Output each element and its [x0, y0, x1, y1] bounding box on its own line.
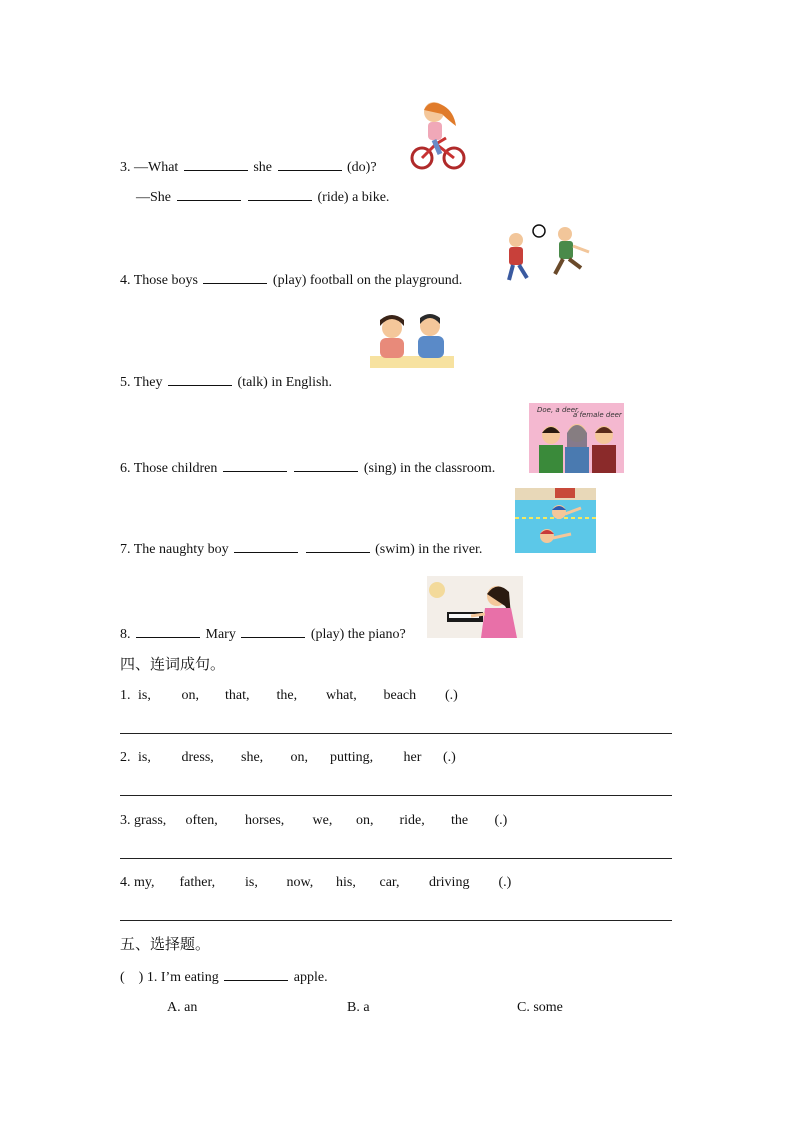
song-caption-line-2: a female deer — [573, 411, 622, 419]
answer-blank[interactable] — [223, 459, 287, 472]
answer-blank[interactable] — [294, 459, 358, 472]
children-talking-illustration — [370, 312, 454, 368]
children-swimming-illustration — [515, 488, 596, 553]
answer-blank[interactable] — [248, 188, 312, 201]
answer-blank[interactable] — [136, 625, 200, 638]
girl-riding-bike-illustration — [410, 98, 466, 172]
answer-line[interactable] — [120, 920, 672, 921]
option-b[interactable]: B. a — [347, 1000, 370, 1015]
answer-line[interactable] — [120, 795, 672, 796]
children-singing-illustration — [529, 403, 624, 473]
answer-blank[interactable] — [234, 540, 298, 553]
boys-playing-football-illustration — [503, 222, 599, 284]
answer-blank[interactable] — [306, 540, 370, 553]
reorder-item-2: 2. is, dress, she, on, putting, her (.) — [120, 750, 456, 765]
option-c[interactable]: C. some — [517, 1000, 563, 1015]
answer-blank[interactable] — [184, 158, 248, 171]
reorder-item-3: 3. grass, often, horses, we, on, ride, the (.) — [120, 813, 508, 828]
question-4: 4. Those boys (play) football on the playground. — [120, 273, 463, 288]
answer-blank[interactable] — [168, 373, 232, 386]
answer-blank[interactable] — [203, 271, 267, 284]
answer-blank[interactable] — [241, 625, 305, 638]
question-6: 6. Those children (sing) in the classroom. — [120, 461, 496, 476]
girl-playing-piano-illustration — [427, 576, 523, 638]
answer-blank[interactable] — [177, 188, 241, 201]
reorder-item-1: 1. is, on, that, the, what, beach (.) — [120, 688, 458, 703]
question-3-line-1: 3. —What she (do)? — [120, 160, 377, 175]
question-7: 7. The naughty boy (swim) in the river. — [120, 542, 483, 557]
question-5: 5. They (talk) in English. — [120, 375, 333, 390]
answer-line[interactable] — [120, 858, 672, 859]
question-8: 8. Mary (play) the piano? — [120, 627, 406, 642]
answer-parentheses[interactable]: ( ) — [120, 970, 144, 985]
song-caption-line-1: Doe, a deer, — [537, 406, 580, 414]
reorder-item-4: 4. my, father, is, now, his, car, driving (.) — [120, 875, 512, 890]
choice-question-1: ( ) 1. I’m eating apple. — [120, 970, 328, 985]
answer-line[interactable] — [120, 733, 672, 734]
answer-blank[interactable] — [278, 158, 342, 171]
option-a[interactable]: A. an — [167, 1000, 198, 1015]
answer-blank[interactable] — [224, 968, 288, 981]
section-5-title: 五、选择题。 — [120, 935, 211, 953]
section-4-title: 四、连词成句。 — [120, 655, 226, 673]
question-3-line-2: —She (ride) a bike. — [136, 190, 390, 205]
